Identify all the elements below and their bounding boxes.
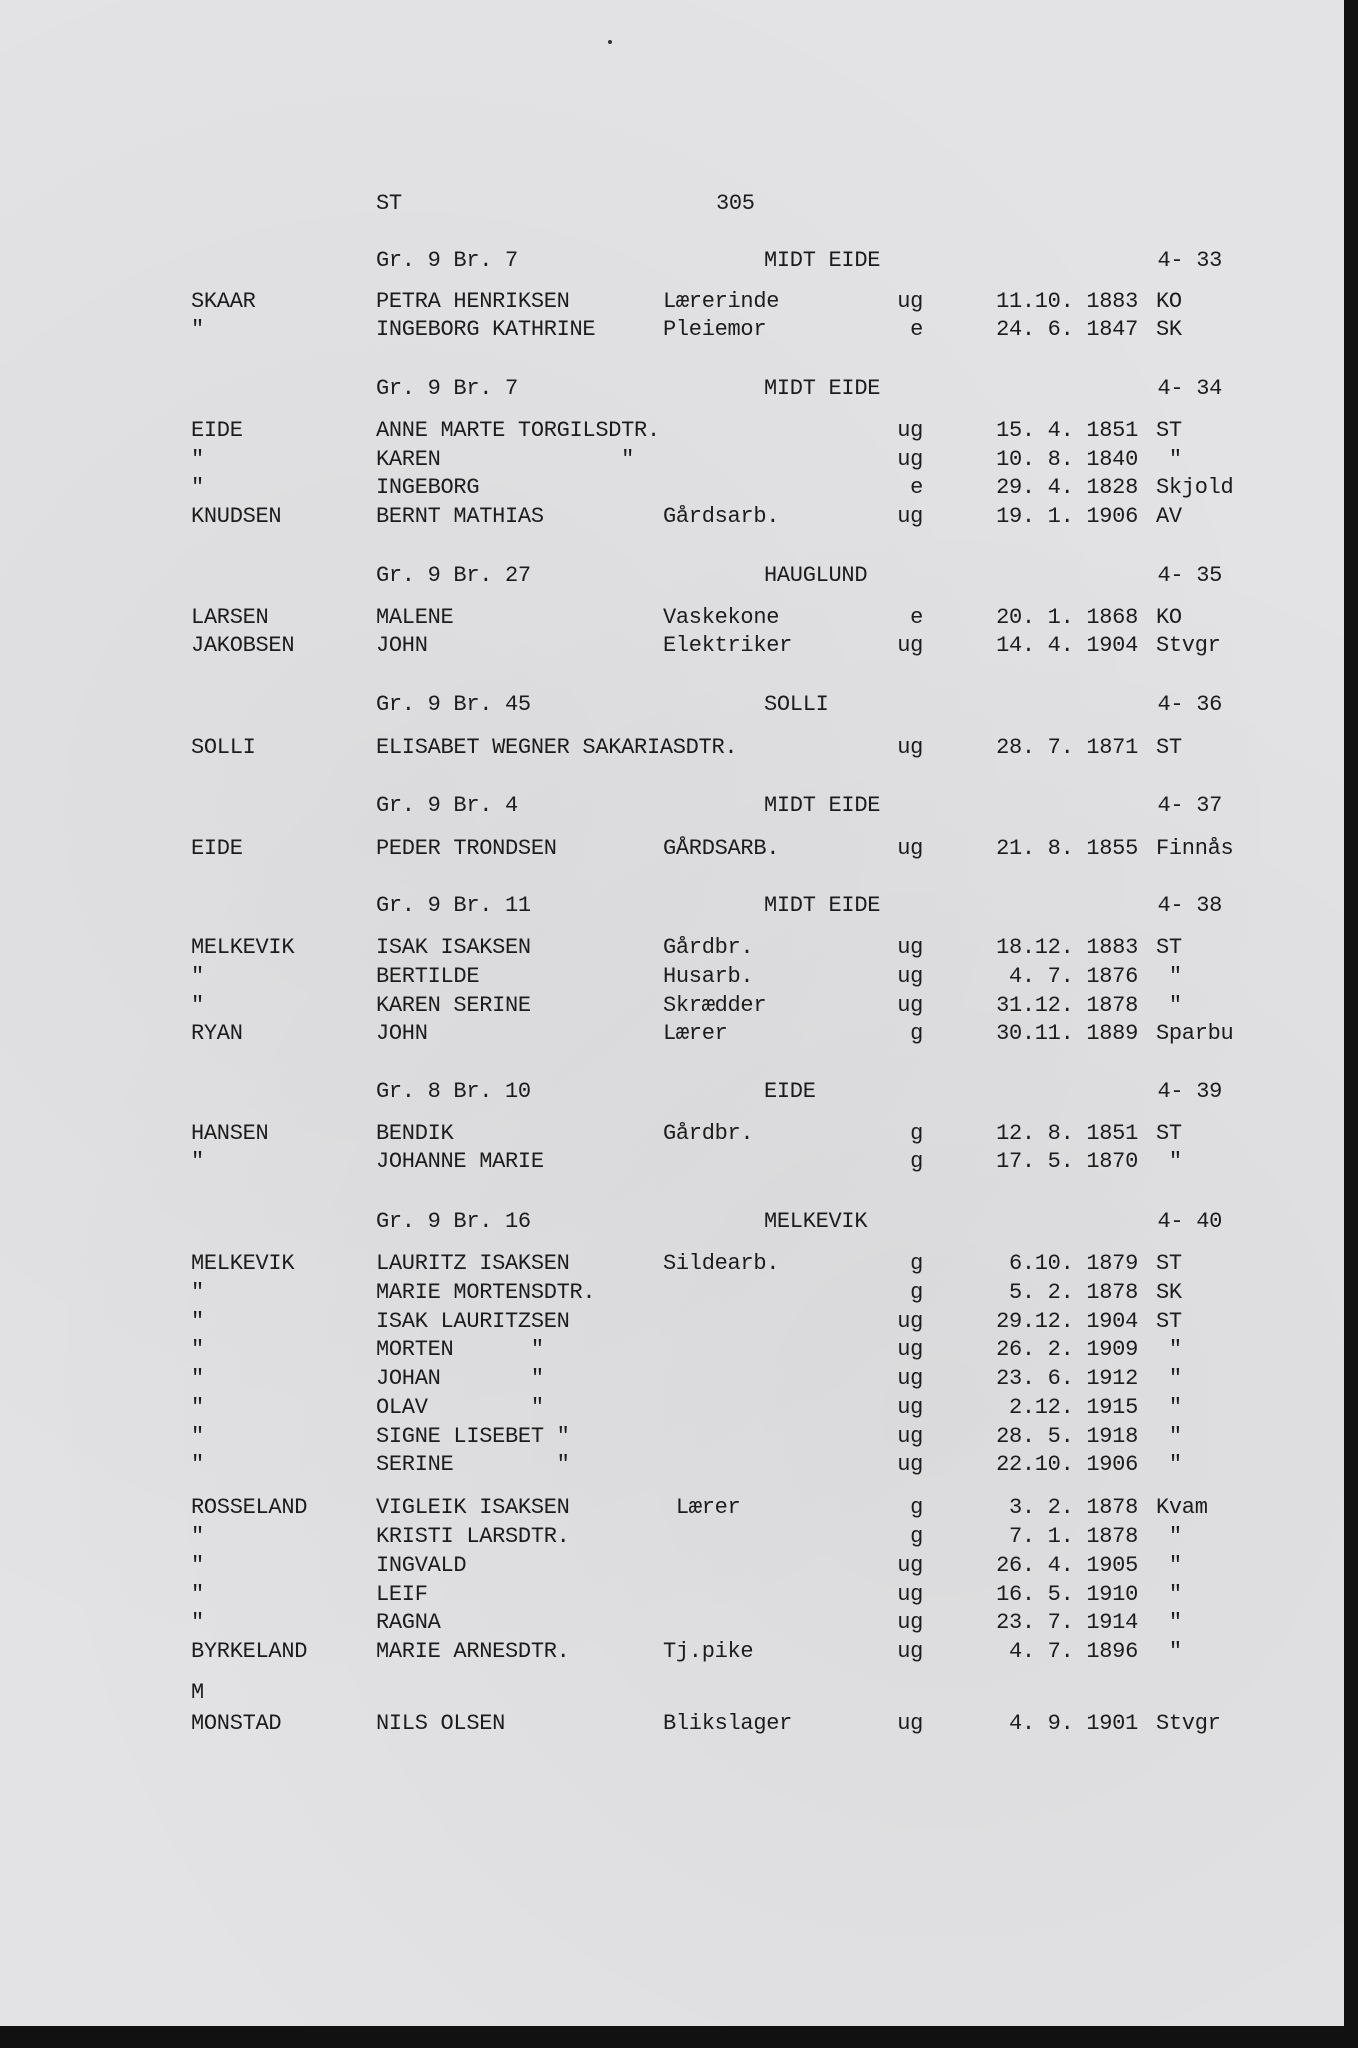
surname: " [191,1395,204,1420]
grave-reference: Gr. 8 Br. 10 [376,1079,531,1104]
marital-status: ug [897,633,923,658]
marital-status: ug [897,1553,923,1578]
given-name: BERTILDE [376,964,480,989]
birth-place: " [1156,447,1182,472]
given-name: INGEBORG KATHRINE [376,317,596,342]
given-name: KRISTI LARSDTR. [376,1524,570,1549]
birth-place: SK [1156,1280,1182,1305]
surname: " [191,1149,204,1174]
occupation: Husarb. [663,964,754,989]
birth-place: " [1156,1452,1182,1477]
marital-status: ug [897,1711,923,1736]
marital-status: ug [897,836,923,861]
occupation: Sildearb. [663,1251,780,1276]
grave-reference: Gr. 9 Br. 16 [376,1209,531,1234]
occupation: Gårdsarb. [663,504,780,529]
marital-status: ug [897,735,923,760]
record-number: 4- 34 [1157,376,1222,401]
birth-date: 15. 4. 1851 [996,418,1138,443]
birth-place: Stvgr [1156,1711,1221,1736]
birth-place: ST [1156,418,1182,443]
occupation: Tj.pike [663,1639,754,1664]
birth-date: 11.10. 1883 [996,289,1138,314]
marital-status: ug [897,1582,923,1607]
surname: MELKEVIK [191,1251,295,1276]
marital-status: ug [897,993,923,1018]
marital-status: e [910,475,923,500]
given-name: INGVALD [376,1553,467,1578]
given-name: MARIE ARNESDTR. [376,1639,570,1664]
surname: " [191,1553,204,1578]
given-name: ELISABET WEGNER SAKARIASDTR. [376,735,738,760]
birth-date: 4. 7. 1876 [1008,964,1138,989]
surname: " [191,964,204,989]
marital-status: ug [897,1395,923,1420]
marital-status: ug [897,1309,923,1334]
given-name: MORTEN " [376,1337,544,1362]
marital-status: g [910,1251,923,1276]
occupation: Vaskekone [663,605,780,630]
given-name: JOHN [376,1021,428,1046]
birth-date: 14. 4. 1904 [996,633,1138,658]
birth-date: 26. 4. 1905 [996,1553,1138,1578]
occupation: Lærer [663,1021,728,1046]
given-name: BENDIK [376,1121,454,1146]
surname: RYAN [191,1021,243,1046]
marital-status: e [910,317,923,342]
grave-reference: Gr. 9 Br. 45 [376,692,531,717]
birth-date: 6.10. 1879 [1008,1251,1138,1276]
grave-reference: Gr. 9 Br. 11 [376,893,531,918]
birth-date: 20. 1. 1868 [996,605,1138,630]
birth-date: 7. 1. 1878 [1008,1524,1138,1549]
surname: " [191,993,204,1018]
surname: ROSSELAND [191,1495,308,1520]
cemetery-area: HAUGLUND [764,563,868,588]
birth-date: 17. 5. 1870 [996,1149,1138,1174]
given-name: LAURITZ ISAKSEN [376,1251,570,1276]
surname: " [191,1424,204,1449]
birth-place: KO [1156,605,1182,630]
cemetery-area: MELKEVIK [764,1209,868,1234]
record-number: 4- 33 [1157,248,1222,273]
given-name: MALENE [376,605,454,630]
surname: MELKEVIK [191,935,295,960]
scan-speck [608,40,612,44]
birth-place: Finnås [1156,836,1234,861]
birth-date: 12. 8. 1851 [996,1121,1138,1146]
given-name: VIGLEIK ISAKSEN [376,1495,570,1520]
marital-status: ug [897,418,923,443]
birth-place: Sparbu [1156,1021,1234,1046]
marital-status: g [910,1149,923,1174]
occupation: Pleiemor [663,317,767,342]
marital-status: g [910,1121,923,1146]
birth-date: 23. 6. 1912 [996,1366,1138,1391]
given-name: JOHANNE MARIE [376,1149,544,1174]
birth-place: " [1156,1395,1182,1420]
given-name: ISAK LAURITZSEN [376,1309,570,1334]
given-name: JOHN [376,633,428,658]
cemetery-area: MIDT EIDE [764,248,881,273]
record-number: 4- 35 [1157,563,1222,588]
surname: LARSEN [191,605,269,630]
birth-place: " [1156,1524,1182,1549]
occupation: Gårdbr. [663,935,754,960]
surname: " [191,317,204,342]
birth-date: 3. 2. 1878 [1008,1495,1138,1520]
cemetery-area: MIDT EIDE [764,893,881,918]
birth-date: 26. 2. 1909 [996,1337,1138,1362]
grave-reference: Gr. 9 Br. 7 [376,376,518,401]
birth-date: 23. 7. 1914 [996,1610,1138,1635]
surname: KNUDSEN [191,504,282,529]
marital-status: ug [897,1337,923,1362]
birth-place: " [1156,1149,1182,1174]
marital-status: ug [897,1424,923,1449]
marital-status: g [910,1495,923,1520]
given-name: NILS OLSEN [376,1711,506,1736]
given-name: ISAK ISAKSEN [376,935,531,960]
surname: " [191,1582,204,1607]
given-name: MARIE MORTENSDTR. [376,1280,596,1305]
given-name: ANNE MARTE TORGILSDTR. [376,418,660,443]
given-name: JOHAN " [376,1366,544,1391]
marital-status: ug [897,1452,923,1477]
birth-date: 5. 2. 1878 [1008,1280,1138,1305]
given-name: OLAV " [376,1395,544,1420]
birth-place: ST [1156,1251,1182,1276]
birth-date: 19. 1. 1906 [996,504,1138,529]
birth-date: 28. 5. 1918 [996,1424,1138,1449]
marital-status: g [910,1280,923,1305]
occupation: Gårdbr. [663,1121,754,1146]
occupation: Blikslager [663,1711,793,1736]
marital-status: ug [897,504,923,529]
birth-place: SK [1156,317,1182,342]
surname: " [191,447,204,472]
occupation: GÅRDSARB. [663,836,780,861]
surname: " [191,1524,204,1549]
marital-status: ug [897,935,923,960]
marital-status: ug [897,447,923,472]
birth-date: 28. 7. 1871 [996,735,1138,760]
birth-place: " [1156,1366,1182,1391]
surname: SKAAR [191,289,256,314]
surname: EIDE [191,836,243,861]
record-number: 4- 37 [1157,793,1222,818]
birth-date: 16. 5. 1910 [996,1582,1138,1607]
birth-place: Stvgr [1156,633,1221,658]
grave-reference: Gr. 9 Br. 4 [376,793,518,818]
birth-place: KO [1156,289,1182,314]
surname: JAKOBSEN [191,633,295,658]
given-name: KAREN SERINE [376,993,531,1018]
surname: " [191,1610,204,1635]
cemetery-area: EIDE [764,1079,816,1104]
given-name: BERNT MATHIAS [376,504,544,529]
birth-date: 29. 4. 1828 [996,475,1138,500]
record-number: 4- 40 [1157,1209,1222,1234]
surname: " [191,1452,204,1477]
given-name: INGEBORG [376,475,480,500]
cemetery-area: SOLLI [764,692,829,717]
birth-place: " [1156,1582,1182,1607]
grave-reference: Gr. 9 Br. 27 [376,563,531,588]
birth-place: " [1156,1610,1182,1635]
surname: " [191,475,204,500]
marital-status: ug [897,1639,923,1664]
surname: " [191,1280,204,1305]
birth-place: ST [1156,735,1182,760]
birth-date: 10. 8. 1840 [996,447,1138,472]
birth-place: " [1156,993,1182,1018]
record-number: 4- 36 [1157,692,1222,717]
birth-date: 4. 7. 1896 [1008,1639,1138,1664]
occupation: Skrædder [663,993,767,1018]
given-name: KAREN " [376,447,635,472]
birth-place: Kvam [1156,1495,1208,1520]
surname: HANSEN [191,1121,269,1146]
section-letter: M [191,1680,204,1705]
birth-place: " [1156,1424,1182,1449]
surname: BYRKELAND [191,1639,308,1664]
page-number: 305 [716,191,755,216]
occupation: Lærer [663,1495,741,1520]
birth-date: 30.11. 1889 [996,1021,1138,1046]
given-name: PEDER TRONDSEN [376,836,557,861]
cemetery-area: MIDT EIDE [764,376,881,401]
record-number: 4- 39 [1157,1079,1222,1104]
marital-status: e [910,605,923,630]
surname: " [191,1337,204,1362]
birth-date: 22.10. 1906 [996,1452,1138,1477]
marital-status: ug [897,964,923,989]
birth-date: 29.12. 1904 [996,1309,1138,1334]
birth-date: 2.12. 1915 [1008,1395,1138,1420]
grave-reference: Gr. 9 Br. 7 [376,248,518,273]
given-name: LEIF [376,1582,428,1607]
birth-place: ST [1156,1309,1182,1334]
birth-date: 31.12. 1878 [996,993,1138,1018]
birth-date: 21. 8. 1855 [996,836,1138,861]
birth-date: 24. 6. 1847 [996,317,1138,342]
birth-date: 4. 9. 1901 [1008,1711,1138,1736]
given-name: SERINE " [376,1452,570,1477]
surname: SOLLI [191,735,256,760]
surname: " [191,1309,204,1334]
given-name: SIGNE LISEBET " [376,1424,570,1449]
marital-status: ug [897,1366,923,1391]
surname: EIDE [191,418,243,443]
surname: MONSTAD [191,1711,282,1736]
given-name: PETRA HENRIKSEN [376,289,570,314]
birth-place: ST [1156,935,1182,960]
birth-place: " [1156,1337,1182,1362]
marital-status: ug [897,289,923,314]
birth-place: " [1156,1639,1182,1664]
cemetery-area: MIDT EIDE [764,793,881,818]
birth-place: " [1156,1553,1182,1578]
birth-date: 18.12. 1883 [996,935,1138,960]
record-number: 4- 38 [1157,893,1222,918]
marital-status: g [910,1021,923,1046]
birth-place: " [1156,964,1182,989]
page-code: ST [376,191,402,216]
given-name: RAGNA [376,1610,441,1635]
birth-place: AV [1156,504,1182,529]
occupation: Elektriker [663,633,793,658]
birth-place: Skjold [1156,475,1234,500]
surname: " [191,1366,204,1391]
marital-status: g [910,1524,923,1549]
marital-status: ug [897,1610,923,1635]
occupation: Lærerinde [663,289,780,314]
birth-place: ST [1156,1121,1182,1146]
